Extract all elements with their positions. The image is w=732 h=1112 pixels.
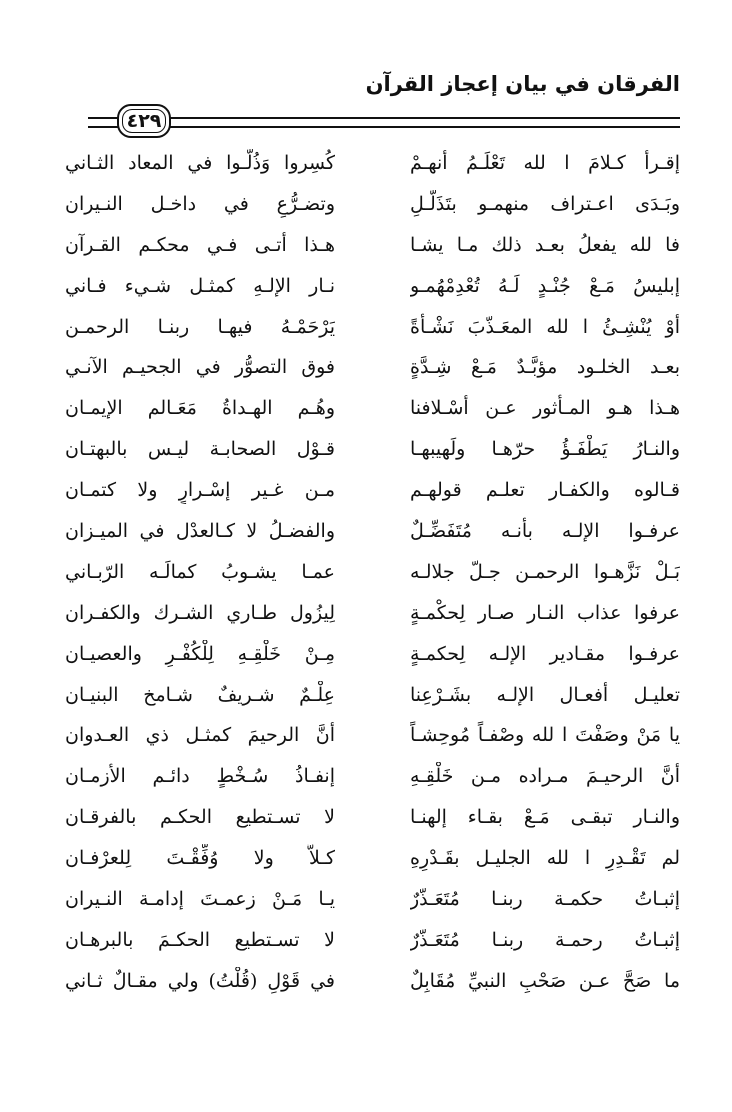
poem-verse [0,266,732,307]
verse-first-hemistich: أوْ يُنْشِـئُ ا لله المعَـذّبَ نَشْـأةً [410,315,680,338]
verse-second-hemistich: في قَوْلِ (قُلْتُ) ولي مقـالٌ ثـاني [65,969,335,992]
header-rule-left-bottom [88,126,118,128]
verse-first-hemistich: إقـرأ كـلامَ ا لله تَعْلَـمُ أنهـمْ [410,152,680,174]
verse-second-hemistich: مـن غـير إسْـرارٍ ولا كتمـان [65,479,335,502]
poem-verse [0,634,732,675]
verse-second-hemistich: نـار الإلـهِ كمثـل شـيء فـاني [65,274,335,297]
verse-first-hemistich: لم تَقْـدِرِ ا لله الجليـل بقَـدْرِهِ [410,847,680,870]
poem-verse [0,756,732,797]
verse-second-hemistich: أنَّ الرحيمَ كمثـل ذي العـدوان [65,724,335,747]
page-number: ٤٢٩ [126,110,162,132]
verse-first-hemistich: عرفـوا مقـادير الإلـه لِحكمـةٍ [410,642,680,665]
poem-verse [0,307,732,348]
verse-second-hemistich: لِيزُول طـاري الشـرك والكفـران [65,601,335,624]
poem-verse [0,347,732,388]
verse-first-hemistich: إبليسُ مَـعْ جُنْـدٍ لَـهُ تُعْدِمْهُمـو [410,274,680,297]
poem-verse [0,961,732,1002]
verse-first-hemistich: إثبـاتُ رحمـة ربنـا مُتَعَـذّرٌ [410,928,680,951]
header-rule-right-bottom [170,126,680,128]
poem-verse [0,388,732,429]
verse-second-hemistich: عِلْـمٌ شـريفٌ شـامخ البنيـان [65,683,335,706]
poem-verse [0,715,732,756]
header-rule-right-top [170,117,680,119]
verse-first-hemistich: تعليـل أفعـال الإلـه بشَـرْعِنا [410,683,680,706]
header-rule-left-top [88,117,118,119]
verse-first-hemistich: هـذا هـو المـأثور عـن أسْـلافنا [410,397,680,420]
poem-verse [0,838,732,879]
verse-second-hemistich: كـلاَّ ولا وُفِّقْـتَ لِلعرْفـان [65,847,335,870]
verse-second-hemistich: والفضـلُ لا كـالعدْل في الميـزان [65,520,335,543]
verse-second-hemistich: هـذا أتـى فـي محكـم القـرآن [65,233,335,256]
verse-first-hemistich: وبَـدَى اعـتراف منهمـو بتَذَلُّـلِ [410,192,680,215]
poem-verse [0,470,732,511]
verse-second-hemistich: وتضـرُّعٍ في داخـل النـيران [65,192,335,215]
verse-first-hemistich: بَـلْ نَزَّهـوا الرحمـن جـلّ جلالـه [410,560,680,583]
poem-verse [0,552,732,593]
poem-verse [0,184,732,225]
poem-verse [0,225,732,266]
poem-verse [0,143,732,184]
verse-first-hemistich: عرفوا عذاب النـار صـار لِحكْمـةٍ [410,601,680,624]
verse-second-hemistich: وهُـم الهـداةُ مَعَـالم الإيمـان [65,397,335,420]
poem-verse [0,879,732,920]
verse-first-hemistich: أنَّ الرحيـمَ مـراده مـن خَلْقِـهِ [410,765,680,788]
verse-first-hemistich: والنـار تبقـى مَـعْ بقـاء إلهنـا [410,806,680,829]
verse-second-hemistich: يَرْحَمْـهُ فيهـا ربنـا الرحمـن [65,315,335,338]
verse-first-hemistich: والنـارُ يَطْفَـؤُ حرّهـا ولَهيبهـا [410,438,680,461]
verse-second-hemistich: فوق التصوُّر في الجحيـم الآنـي [65,356,335,379]
verse-first-hemistich: بعـد الخلـود مؤبَّـدٌ مَـعْ شِـدَّةٍ [410,356,680,379]
poem-verse [0,920,732,961]
poem-verse [0,675,732,716]
verse-second-hemistich: يـا مَـنْ زعمـتَ إدامـة النـيران [65,888,335,911]
verse-second-hemistich: قـوْل الصحابـة ليـس بالبهتـان [65,438,335,461]
verse-second-hemistich: لا تسـتطيع الحكـم بالفرقـان [65,806,335,829]
verse-first-hemistich: قـالوه والكفـار تعلـم قولهـم [410,479,680,502]
verse-first-hemistich: يا مَنْ وصَفْتَ ا لله وصْفـاً مُوحِشـاً [410,724,680,747]
poem-body [0,143,732,1002]
verse-second-hemistich: كُسِروا وَذُلُّـوا في المعاد الثـاني [65,152,335,174]
poem-verse [0,429,732,470]
poem-verse [0,511,732,552]
poem-verse [0,797,732,838]
verse-first-hemistich: إثبـاتُ حكمـة ربنـا مُتَعَـذّرٌ [410,888,680,911]
verse-second-hemistich: لا تسـتطيع الحكـمَ بالبرهـان [65,928,335,951]
verse-first-hemistich: ما صَحَّ عـن صَحْبِ النبيِّ مُقَابِلٌ [410,969,680,992]
running-header-title: الفرقان في بيان إعجاز القرآن [365,72,680,96]
verse-first-hemistich: عرفـوا الإلـه بأنـه مُتَفَضِّـلٌ [410,520,680,543]
verse-second-hemistich: عمـا يشـوبُ كمالَـه الرّبـاني [65,560,335,583]
verse-second-hemistich: إنفـاذُ سُـخْطٍ دائـم الأزمـان [65,765,335,788]
verse-second-hemistich: مِـنْ خَلْقِـهِ لِلْكُفْـرِ والعصيـان [65,642,335,665]
poem-verse [0,593,732,634]
page-number-badge [117,104,171,138]
verse-first-hemistich: فا لله يفعلُ بعـد ذلك مـا يشـا [410,233,680,256]
